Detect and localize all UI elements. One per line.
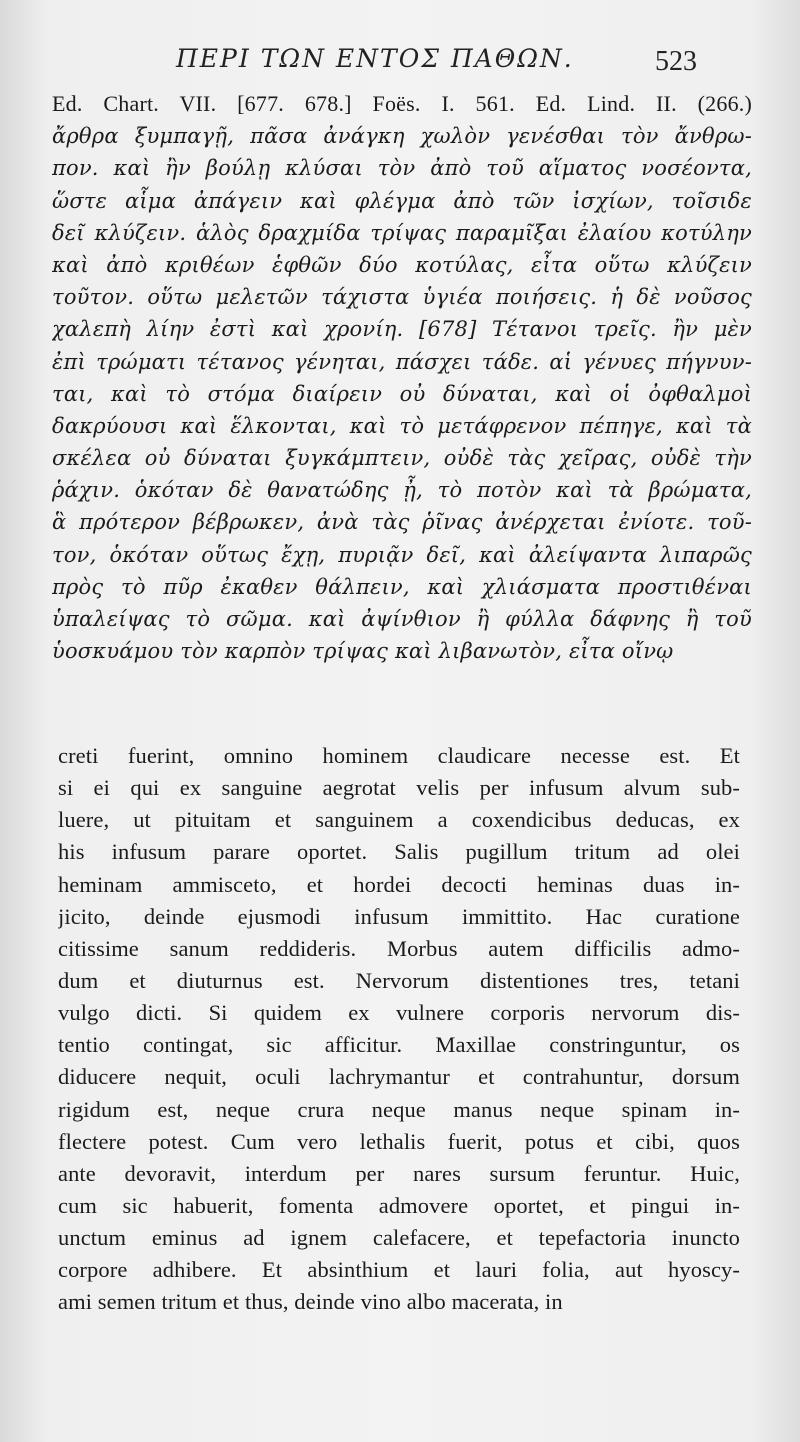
- latin-text-line: flectere potest. Cum vero lethalis fuerit, potus et cibi, quos: [58, 1128, 740, 1154]
- latin-text-line: tentio contingat, sic afficitur. Maxillae constringuntur, os: [58, 1032, 740, 1058]
- greek-text-line: ται, καὶ τὸ στόμα διαίρειν οὐ δύναται, καὶ οἱ ὀφθαλμοὶ: [52, 381, 752, 406]
- latin-text-line: luere, ut pituitam et sanguinem a coxendicibus deducas, ex: [58, 807, 740, 833]
- latin-text-line: corpore adhibere. Et absinthium et lauri folia, aut hyoscy-: [58, 1257, 740, 1283]
- greek-text-line: δεῖ κλύζειν. ἁλὸς δραχμίδα τρίψας παραμῖξαι ἐλαίου κοτύλην: [52, 220, 752, 245]
- latin-text-line: rigidum est, neque crura neque manus neque spinam in-: [58, 1096, 740, 1122]
- greek-text-line: ὑπαλείψας τὸ σῶμα. καὶ ἀψίνθιον ἢ φύλλα δάφνης ἢ τοῦ: [52, 607, 752, 631]
- greek-text-line: ῥάχιν. ὁκόταν δὲ θανατώδης ᾖ, τὸ ποτὸν καὶ τὰ βρώματα,: [52, 478, 752, 503]
- greek-text-line: ἄρθρα ξυμπαγῇ, πᾶσα ἀνάγκη χωλὸν γενέσθαι τὸν ἄνθρω-: [52, 124, 752, 149]
- latin-text-line: ami semen tritum et thus, deinde vino albo macerata, in: [58, 1289, 563, 1315]
- greek-text-line: πρὸς τὸ πῦρ ἐκαθεν θάλπειν, καὶ χλιάσματα προστιθέναι: [52, 574, 752, 599]
- greek-text-line: ὑοσκυάμου τὸν καρπὸν τρίψας καὶ λιβανωτὸν, εἶτα οἴνῳ: [52, 639, 674, 664]
- latin-text-line: dum et diuturnus est. Nervorum distentiones tres, tetani: [58, 967, 740, 993]
- page-header: [0, 44, 800, 84]
- latin-text-line: diducere nequit, oculi lachrymantur et contrahuntur, dorsum: [58, 1064, 740, 1090]
- greek-text-line: τοῦτον. οὕτω μελετῶν τάχιστα ὑγιέα ποιήσεις. ἡ δὲ νοῦσος: [52, 285, 752, 310]
- greek-text-line: πον. καὶ ἢν βούλῃ κλύσαι τὸν ἀπὸ τοῦ αἵματος νοσέοντα,: [52, 156, 752, 181]
- latin-text-line: si ei qui ex sanguine aegrotat velis per infusum alvum sub-: [58, 775, 740, 801]
- greek-text-line: δακρύουσι καὶ ἕλκονται, καὶ τὸ μετάφρενον πέπηγε, καὶ τὰ: [52, 413, 752, 438]
- latin-text-line: cum sic habuerit, fomenta admovere oportet, et pingui in-: [58, 1192, 740, 1218]
- greek-text-line: σκέλεα οὐ δύναται ξυγκάμπτειν, οὐδὲ τὰς χεῖρας, οὐδὲ τὴν: [52, 446, 752, 471]
- running-title: ΠΕΡΙ ΤΩΝ ΕΝΤΟΣ ΠΑΘΩΝ.: [176, 44, 574, 73]
- greek-text-line: ὥστε αἷμα ἀπάγειν καὶ φλέγμα ἀπὸ τῶν ἰσχίων, τοῖσιδε: [52, 188, 752, 213]
- greek-text-block: [52, 88, 752, 667]
- greek-text-line: ἃ πρότερον βέβρωκεν, ἀνὰ τὰς ῥῖνας ἀνέρχεται ἐνίοτε. τοῦ-: [52, 510, 752, 535]
- greek-text-line: τον, ὁκόταν οὕτως ἔχῃ, πυριᾷν δεῖ, καὶ ἀλείψαντα λιπαρῶς: [52, 542, 752, 567]
- greek-text-line: Ed. Chart. VII. [677. 678.] Foës. I. 561. Ed. Lind. II. (266.): [52, 91, 752, 116]
- latin-text-line: unctum eminus ad ignem calefacere, et tepefactoria inuncto: [58, 1225, 740, 1251]
- latin-translation-block: [58, 740, 740, 1319]
- latin-text-line: his infusum parare oportet. Salis pugillum tritum ad olei: [58, 839, 740, 865]
- latin-text-line: creti fuerint, omnino hominem claudicare necesse est. Et: [58, 743, 740, 768]
- latin-text-line: vulgo dicti. Si quidem ex vulnere corporis nervorum dis-: [58, 1000, 740, 1026]
- greek-text-line: ἐπὶ τρώματι τέτανος γένηται, πάσχει τάδε. αἱ γένυες πήγνυν-: [52, 349, 752, 374]
- greek-text-line: χαλεπὴ λίην ἐστὶ καὶ χρονίη. [678] Τέτανοι τρεῖς. ἢν μὲν: [52, 317, 752, 342]
- latin-text-line: citissime sanum reddideris. Morbus autem difficilis admo-: [58, 935, 740, 961]
- latin-text-line: jicito, deinde ejusmodi infusum immittito. Hac curatione: [58, 903, 740, 929]
- latin-text-line: heminam ammisceto, et hordei decocti heminas duas in-: [58, 871, 740, 897]
- latin-text-line: ante devoravit, interdum per nares sursum feruntur. Huic,: [58, 1160, 740, 1186]
- greek-text-line: καὶ ἀπὸ κριθέων ἑφθῶν δύο κοτύλας, εἶτα οὕτω κλύζειν: [52, 252, 752, 277]
- page-number: 523: [655, 46, 697, 77]
